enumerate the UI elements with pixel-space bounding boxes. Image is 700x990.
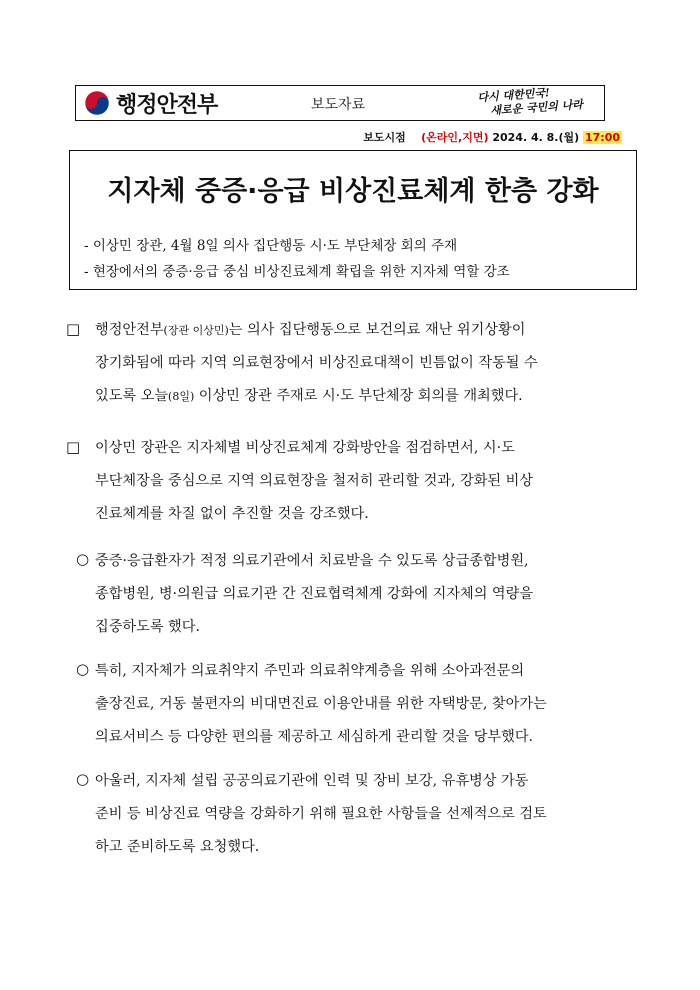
paragraph-line: 장기화됨에 따라 지역 의료현장에서 비상진료대책이 빈틈없이 작동될 수: [95, 355, 538, 371]
taegeuk-icon: [84, 90, 110, 116]
paragraph-2: [95, 432, 635, 531]
slogan-line-1: 다시 대한민국!: [477, 86, 551, 105]
circle-bullet: ○: [76, 770, 90, 788]
paragraph-line: [95, 380, 635, 413]
paragraph-line: 이상민 장관은 지자체별 비상진료체계 강화방안을 점검하면서, 시·도: [95, 440, 515, 456]
headline-title: 지자체 중증·응급 비상진료체계 한층 강화: [107, 176, 599, 207]
paragraph-line: 아울러, 지자체 설립 공공의료기관에 인력 및 장비 보강, 유휴병상 가동: [95, 773, 529, 789]
paragraph-line: 집중하도록 했다.: [95, 619, 200, 635]
paragraph-line: 중증·응급환자가 적정 의료기관에서 치료받을 수 있도록 상급종합병원,: [95, 553, 529, 569]
circle-bullet: ○: [76, 550, 90, 568]
paragraph-1: [95, 314, 635, 413]
paragraph-3: [95, 545, 635, 644]
paragraph-4: [95, 655, 635, 754]
slogan-line-2: 새로운 국민의 나라: [489, 97, 584, 118]
paragraph-line: 출장진료, 거동 불편자의 비대면진료 이용안내를 위한 자택방문, 찾아가는: [95, 696, 547, 712]
release-time: 17:00: [584, 131, 620, 144]
square-bullet: □: [66, 320, 81, 338]
release-date: 2024. 4. 8.(월): [492, 131, 580, 144]
ministry-name: 행정안전부: [116, 92, 218, 118]
minister-note: (장관 이상민): [163, 324, 229, 337]
release-media: (온라인,지면): [421, 131, 489, 144]
circle-bullet: ○: [76, 660, 90, 678]
paragraph-line: 진료체계를 차질 없이 추진할 것을 강조했다.: [95, 506, 369, 522]
square-bullet: □: [66, 438, 81, 456]
headline-box: [69, 150, 637, 290]
release-label: 보도시점: [363, 131, 406, 144]
paragraph-text: 있도록 오늘: [95, 388, 169, 404]
release-timing: [363, 129, 622, 145]
headline-subtitle-2: - 현장에서의 중증·응급 중심 비상진료체계 확립을 위한 지자체 역할 강조: [84, 264, 510, 280]
date-note: (8일): [168, 390, 195, 403]
paragraph-text: 이상민 장관 주재로 시·도 부단체장 회의를 개최했다.: [194, 388, 523, 404]
doc-type-label: 보도자료: [311, 97, 366, 113]
ministry-header: [75, 85, 605, 121]
paragraph-line: 종합병원, 병·의원급 의료기관 간 진료협력체계 강화에 지자체의 역량을: [95, 586, 534, 602]
headline-subtitle-1: - 이상민 장관, 4월 8일 의사 집단행동 시·도 부단체장 회의 주재: [84, 238, 458, 254]
ministry-logo: [84, 89, 217, 117]
paragraph-5: [95, 765, 635, 864]
paragraph-line: 특히, 지자체가 의료취약지 주민과 의료취약계층을 위해 소아과전문의: [95, 663, 525, 679]
ministry-text: 행정안전부: [95, 322, 164, 338]
paragraph-text: 는 의사 집단행동으로 보건의료 재난 위기상황이: [228, 322, 526, 338]
paragraph-line: 부단체장을 중심으로 지역 의료현장을 철저히 관리할 것과, 강화된 비상: [95, 473, 534, 489]
paragraph-line: 의료서비스 등 다양한 편의를 제공하고 세심하게 관리할 것을 당부했다.: [95, 729, 534, 745]
slogan: [477, 83, 601, 123]
paragraph-line: 준비 등 비상진료 역량을 강화하기 위해 필요한 사항들을 선제적으로 검토: [95, 806, 547, 822]
paragraph-line: 하고 준비하도록 요청했다.: [95, 839, 260, 855]
paragraph-line: [95, 314, 635, 347]
